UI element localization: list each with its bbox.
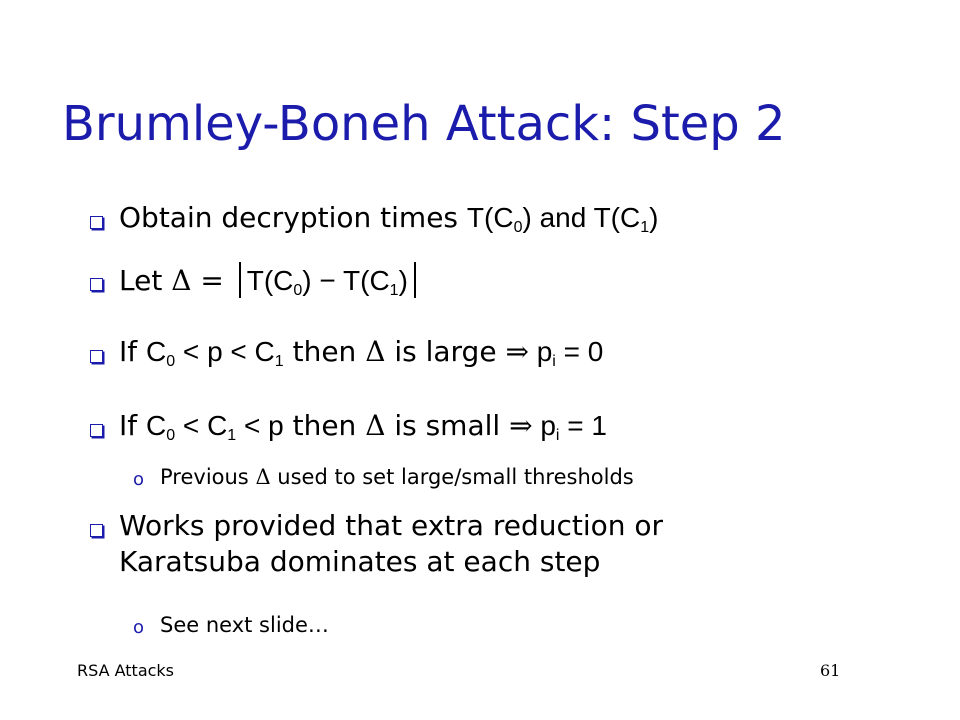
subbullet-text: Previous Δ used to set large/small thresholds [160,465,634,489]
bullet-text: If $C_0 < C_1 < p$ then Δ is small ⇒ $p_i = 1$ [119,409,607,444]
footer-title: RSA Attacks [77,661,175,680]
bullet-text: Let $\Delta = T(C_0) - T(C_1)$ [119,262,422,309]
subbullet-text: See next slide… [160,613,329,637]
implies-arrow-icon: ⇒ [505,335,529,368]
delta-symbol: Δ [365,335,386,368]
slide-title: Brumley-Boneh Attack: Step 2 [62,96,786,152]
absolute-value-bar-left [239,262,241,298]
bullet-text: If $C_0 < p < C_1$ then Δ is large ⇒ $p_i = 0$ [119,335,604,370]
delta-symbol: Δ [255,465,271,489]
circle-bullet-icon: o [133,617,145,638]
circle-bullet-icon: o [133,469,145,490]
square-bullet-icon [90,350,103,363]
delta-symbol: Δ [365,409,386,442]
bullet-text: Obtain decryption times $T(C_0)$ and $T(C_1)$ [119,201,659,236]
bullet-text: Works provided that extra reduction or Karatsuba dominates at each step [119,509,664,578]
square-bullet-icon [90,424,103,437]
delta-symbol: Δ [171,264,192,297]
square-bullet-icon [90,278,103,291]
page-number: 61 [820,661,841,680]
implies-arrow-icon: ⇒ [509,409,533,442]
absolute-value-bar-right [414,262,416,298]
square-bullet-icon [90,216,103,229]
square-bullet-icon [90,524,103,537]
